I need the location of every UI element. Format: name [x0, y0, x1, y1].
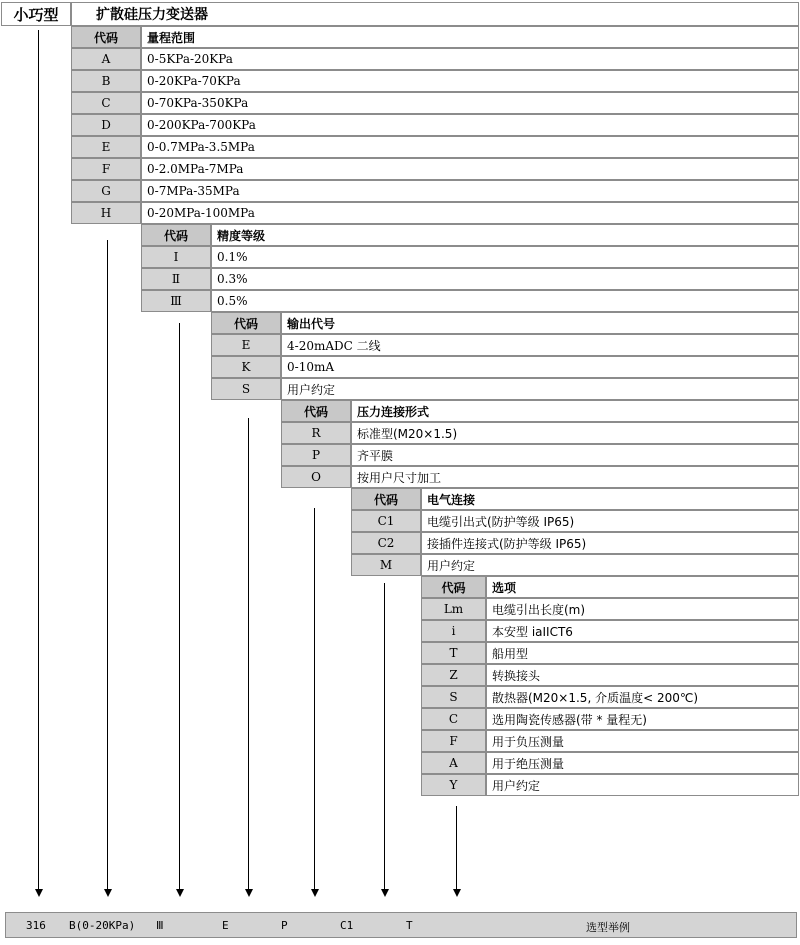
option-code: T [421, 642, 486, 664]
arrow-head-electrical [381, 889, 389, 897]
range-code: C [71, 92, 141, 114]
option-code: Lm [421, 598, 486, 620]
range-label: 0-20KPa-70KPa [141, 70, 799, 92]
connection-label: 齐平膜 [351, 444, 799, 466]
arrow-head-model [35, 889, 43, 897]
electrical-code: M [351, 554, 421, 576]
range-label: 0-5KPa-20KPa [141, 48, 799, 70]
arrow-line-option [456, 806, 457, 890]
connection-code: P [281, 444, 351, 466]
example-option: T [406, 919, 413, 932]
range-header-code: 代码 [71, 26, 141, 48]
option-code: Z [421, 664, 486, 686]
arrow-head-output [245, 889, 253, 897]
output-label: 4-20mADC 二线 [281, 334, 799, 356]
range-code: F [71, 158, 141, 180]
example-label: 选型举例 [586, 921, 630, 934]
accuracy-code: Ⅰ [141, 246, 211, 268]
example-accuracy: Ⅲ [156, 919, 164, 932]
accuracy-header-label: 精度等级 [211, 224, 799, 246]
option-label: 用于绝压测量 [486, 752, 799, 774]
option-code: A [421, 752, 486, 774]
example-connection: P [281, 919, 288, 932]
option-label: 转换接头 [486, 664, 799, 686]
arrow-head-range [104, 889, 112, 897]
output-label: 0-10mA [281, 356, 799, 378]
range-code: D [71, 114, 141, 136]
example-output: E [222, 919, 229, 932]
example-electrical: C1 [340, 919, 354, 932]
electrical-header-label: 电气连接 [421, 488, 799, 510]
model-title: 小巧型 [1, 2, 71, 26]
example-range: B(0-20KPa) [69, 919, 136, 932]
accuracy-header-code: 代码 [141, 224, 211, 246]
connection-label: 按用户尺寸加工 [351, 466, 799, 488]
arrow-line-model [38, 30, 39, 890]
range-header-label: 量程范围 [141, 26, 799, 48]
electrical-label: 电缆引出式(防护等级 IP65) [421, 510, 799, 532]
option-label: 本安型 iaIICT6 [486, 620, 799, 642]
electrical-code: C2 [351, 532, 421, 554]
arrow-head-accuracy [176, 889, 184, 897]
accuracy-label: 0.5% [211, 290, 799, 312]
option-code: F [421, 730, 486, 752]
output-code: K [211, 356, 281, 378]
option-code: Y [421, 774, 486, 796]
output-label: 用户约定 [281, 378, 799, 400]
example-bar [5, 912, 797, 938]
range-label: 0-70KPa-350KPa [141, 92, 799, 114]
range-label: 0-7MPa-35MPa [141, 180, 799, 202]
connection-code: O [281, 466, 351, 488]
connection-code: R [281, 422, 351, 444]
accuracy-code: Ⅲ [141, 290, 211, 312]
option-label: 用户约定 [486, 774, 799, 796]
range-label: 0-200KPa-700KPa [141, 114, 799, 136]
arrow-line-connection [314, 508, 315, 890]
product-title: 扩散硅压力变送器 [71, 2, 799, 26]
option-label: 电缆引出长度(m) [486, 598, 799, 620]
arrow-line-accuracy [179, 323, 180, 890]
option-label: 散热器(M20×1.5, 介质温度< 200℃) [486, 686, 799, 708]
range-label: 0-20MPa-100MPa [141, 202, 799, 224]
connection-header-code: 代码 [281, 400, 351, 422]
option-code: C [421, 708, 486, 730]
option-label: 用于负压测量 [486, 730, 799, 752]
arrow-line-range [107, 240, 108, 890]
range-code: A [71, 48, 141, 70]
arrow-head-connection [311, 889, 319, 897]
accuracy-label: 0.1% [211, 246, 799, 268]
option-code: i [421, 620, 486, 642]
range-code: B [71, 70, 141, 92]
range-code: H [71, 202, 141, 224]
options-header-label: 选项 [486, 576, 799, 598]
range-code: E [71, 136, 141, 158]
output-code: E [211, 334, 281, 356]
electrical-code: C1 [351, 510, 421, 532]
example-model: 316 [26, 919, 46, 932]
range-code: G [71, 180, 141, 202]
arrow-head-option [453, 889, 461, 897]
arrow-line-electrical [384, 583, 385, 890]
output-header-label: 输出代号 [281, 312, 799, 334]
arrow-line-output [248, 418, 249, 890]
option-label: 船用型 [486, 642, 799, 664]
connection-label: 标准型(M20×1.5) [351, 422, 799, 444]
connection-header-label: 压力连接形式 [351, 400, 799, 422]
electrical-label: 接插件连接式(防护等级 IP65) [421, 532, 799, 554]
range-label: 0-2.0MPa-7MPa [141, 158, 799, 180]
electrical-label: 用户约定 [421, 554, 799, 576]
output-code: S [211, 378, 281, 400]
output-header-code: 代码 [211, 312, 281, 334]
accuracy-label: 0.3% [211, 268, 799, 290]
electrical-header-code: 代码 [351, 488, 421, 510]
option-label: 选用陶瓷传感器(带 * 量程无) [486, 708, 799, 730]
accuracy-code: Ⅱ [141, 268, 211, 290]
options-header-code: 代码 [421, 576, 486, 598]
range-label: 0-0.7MPa-3.5MPa [141, 136, 799, 158]
option-code: S [421, 686, 486, 708]
